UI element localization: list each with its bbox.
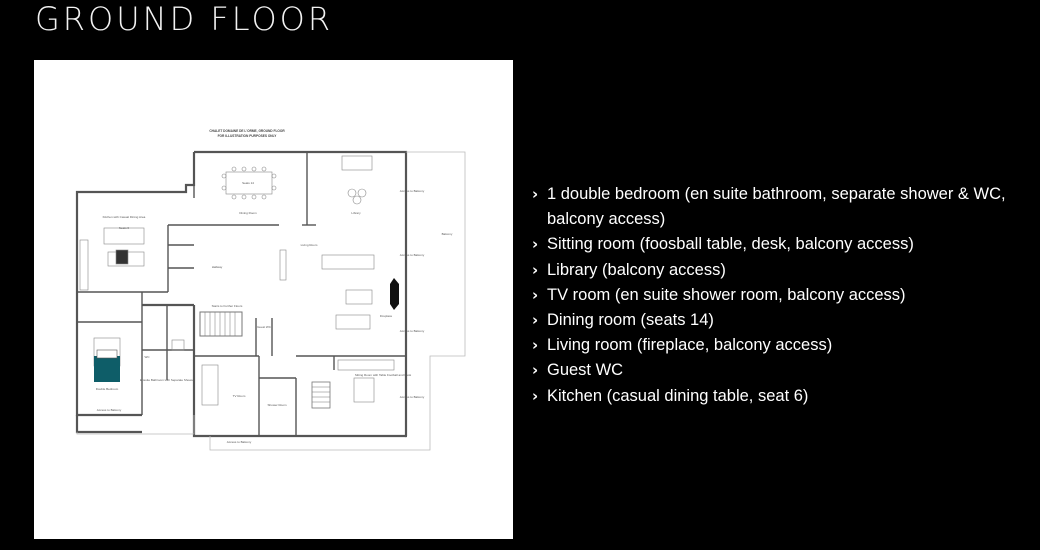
label-hallway: Hallway — [211, 265, 223, 269]
pillow-icon — [97, 350, 117, 358]
label-sitting-room: Sitting Room with Table Football and Desk — [354, 373, 412, 377]
floor-plan-drawing — [34, 60, 513, 539]
list-item: › 1 double bedroom (en suite bathroom, separate shower & WC, balcony access) — [532, 182, 1022, 232]
label-access-balcony-3: Access to Balcony — [399, 329, 425, 333]
label-access-balcony-6: Access to Balcony — [226, 440, 252, 444]
floor-plan-image — [34, 60, 513, 539]
chevron-right-icon: › — [532, 260, 539, 279]
furniture — [80, 156, 394, 405]
chevron-right-icon: › — [532, 185, 539, 203]
label-tv-room: TV Room — [232, 394, 246, 398]
page-title: GROUND FLOOR — [35, 0, 334, 38]
label-shower-room: Shower Room — [267, 403, 287, 407]
chevron-right-icon: › — [532, 361, 539, 380]
list-item: › Living room (fireplace, balcony access) — [532, 333, 1022, 358]
label-seats6: Seats 6 — [118, 226, 130, 230]
label-ensuite: Ensuite Bathroom with Separate Shower — [139, 378, 195, 382]
list-item: › Guest WC — [532, 358, 1022, 383]
label-kitchen: Kitchen with Casual Dining Area — [102, 215, 146, 219]
list-item: › TV room (en suite shower room, balcony access) — [532, 283, 1022, 308]
plan-heading-1: CHALET DOMAINE DE L'ORME, GROUND FLOOR — [209, 129, 285, 133]
label-stairs: Stairs to Further Floors — [211, 304, 243, 308]
label-seats14: Seats 14 — [242, 181, 254, 185]
plan-heading-2: FOR ILLUSTRATION PURPOSES ONLY — [217, 134, 277, 138]
list-item: › Sitting room (foosball table, desk, balcony access) — [532, 232, 1022, 257]
label-access-balcony-4: Access to Balcony — [399, 395, 425, 399]
fireplace-icon — [390, 278, 399, 310]
list-item: › Dining room (seats 14) — [532, 308, 1022, 333]
features-list — [532, 182, 1022, 409]
label-library: Library — [351, 211, 361, 215]
chevron-right-icon: › — [532, 311, 539, 330]
label-balcony: Balcony — [441, 232, 453, 236]
label-dining-room: Dining Room — [239, 211, 257, 215]
chevron-right-icon: › — [532, 386, 539, 405]
label-living-room: Living Room — [300, 243, 318, 247]
label-fireplace: Fireplace — [379, 314, 393, 318]
chevron-right-icon: › — [532, 285, 539, 304]
bed-icon — [94, 356, 120, 382]
list-item: › Kitchen (casual dining table, seat 6) — [532, 384, 1022, 409]
label-access-balcony-2: Access to Balcony — [399, 253, 425, 257]
label-guest-wc: Guest WC — [257, 325, 271, 329]
label-access-balcony-5: Access to Balcony — [96, 408, 122, 412]
chevron-right-icon: › — [532, 235, 539, 254]
label-double-bedroom: Double Bedroom — [95, 387, 119, 391]
label-access-balcony-1: Access to Balcony — [399, 189, 425, 193]
chevron-right-icon: › — [532, 336, 539, 355]
list-item: › Library (balcony access) — [532, 258, 1022, 283]
label-wc: WC — [144, 355, 150, 359]
